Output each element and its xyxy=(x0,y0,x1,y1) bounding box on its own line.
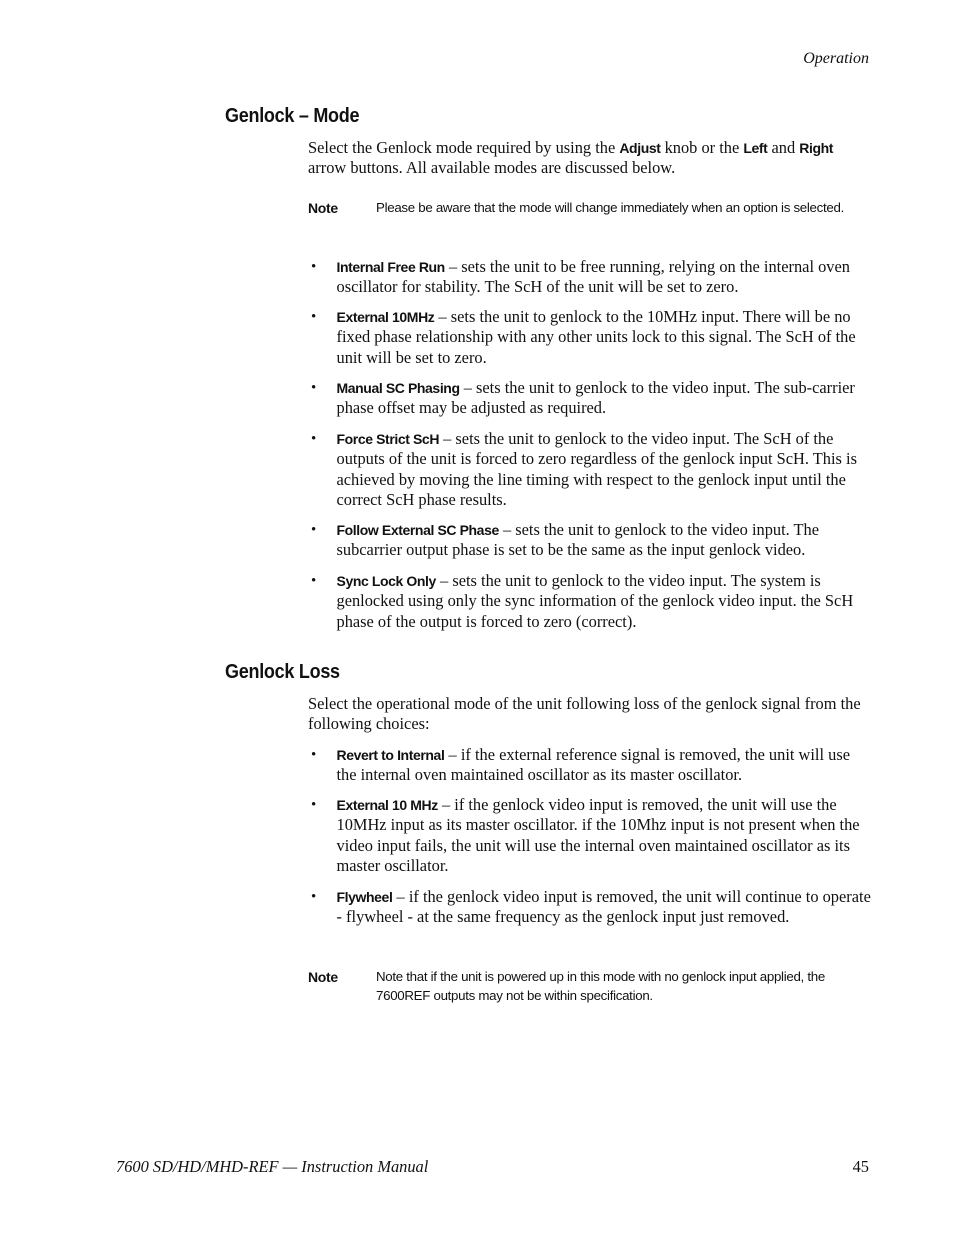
intro-text: knob or the xyxy=(660,138,744,157)
list-item-text: – sets the unit to genlock to the video input. The ScH of the outputs of the unit is forced to zero regardless of the genlock input ScH. This is achieved by moving the line timing with respect to the genlock input until the correct ScH phase results. xyxy=(336,429,857,510)
note-text: Note that if the unit is powered up in this mode with no genlock input applied, the 7600REF outputs may not be within specification. xyxy=(376,969,825,1003)
bullet-icon: • xyxy=(311,797,317,813)
list-item xyxy=(308,257,874,298)
section1-intro xyxy=(308,138,874,179)
bullet-icon: • xyxy=(311,522,317,538)
section2-intro: Select the operational mode of the unit following loss of the genlock signal from the following choices: xyxy=(308,694,861,734)
page-number: 45 xyxy=(852,1157,869,1176)
list-item-term: Manual SC Phasing xyxy=(336,380,460,396)
list-item-text: – if the external reference signal is removed, the unit will use the internal oven maintained oscillator as its master oscillator. xyxy=(336,745,850,785)
list-item-term: Revert to Internal xyxy=(336,747,445,763)
bullet-icon: • xyxy=(311,573,317,589)
list-item xyxy=(308,745,874,786)
running-head: Operation xyxy=(803,50,869,67)
note-text: Please be aware that the mode will change immediately when an option is selected. xyxy=(376,200,844,215)
list-item-text: – sets the unit to genlock to the video input. The subcarrier output phase is set to be the same as the input genlock video. xyxy=(336,520,820,560)
list-item xyxy=(308,429,874,511)
list-item-term: Force Strict ScH xyxy=(336,431,440,447)
bullet-icon: • xyxy=(311,431,317,447)
list-item-term: Follow External SC Phase xyxy=(336,522,499,538)
footer-title: 7600 SD/HD/MHD-REF — Instruction Manual xyxy=(116,1157,429,1176)
note-label: Note xyxy=(308,200,338,216)
list-item xyxy=(308,571,874,632)
bullet-icon: • xyxy=(311,747,317,763)
list-item-term: External 10MHz xyxy=(336,309,435,325)
list-item xyxy=(308,795,874,877)
list-item-text: – if the genlock video input is removed, the unit will use the 10MHz input as its master oscillator. if the 10Mhz input is not present when the video input fails, the unit will use the internal oven maintained oscillator as its master oscillator. xyxy=(336,795,860,876)
intro-text: Select the Genlock mode required by using the xyxy=(308,138,620,157)
list-item-text: – sets the unit to be free running, relying on the internal oven oscillator for stability. The ScH of the unit will be set to zero. xyxy=(336,257,850,297)
list-item-text: – sets the unit to genlock to the video input. The system is genlocked using only the sync information of the genlock video input. the ScH phase of the output is forced to zero (correct). xyxy=(336,571,854,631)
left-keyword: Left xyxy=(743,140,768,156)
list-item xyxy=(308,520,874,561)
intro-text: and xyxy=(767,138,800,157)
bullet-icon: • xyxy=(311,309,317,325)
list-item-text: – sets the unit to genlock to the 10MHz input. There will be no fixed phase relationship with any other units lock to this signal. The ScH of the unit will be set to zero. xyxy=(336,307,856,367)
list-item-term: Internal Free Run xyxy=(336,259,445,275)
list-item-term: External 10 MHz xyxy=(336,797,438,813)
list-item xyxy=(308,887,874,928)
list-item-term: Sync Lock Only xyxy=(336,573,436,589)
list-item xyxy=(308,378,874,419)
list-item-term: Flywheel xyxy=(336,889,393,905)
section-heading-genlock-loss: Genlock Loss xyxy=(225,661,340,683)
right-keyword: Right xyxy=(799,140,834,156)
list-item-text: – if the genlock video input is removed, the unit will continue to operate - flywheel - at the same frequency as the genlock input just removed. xyxy=(336,887,871,927)
list-item xyxy=(308,307,874,368)
list-item-text: – sets the unit to genlock to the video input. The sub-carrier phase offset may be adjusted as required. xyxy=(336,378,855,418)
adjust-keyword: Adjust xyxy=(619,140,661,156)
bullet-icon: • xyxy=(311,889,317,905)
section-heading-genlock-mode: Genlock – Mode xyxy=(225,105,360,127)
intro-text: arrow buttons. All available modes are discussed below. xyxy=(308,158,676,178)
bullet-icon: • xyxy=(311,380,317,396)
note-label: Note xyxy=(308,969,338,985)
bullet-icon: • xyxy=(311,259,317,275)
